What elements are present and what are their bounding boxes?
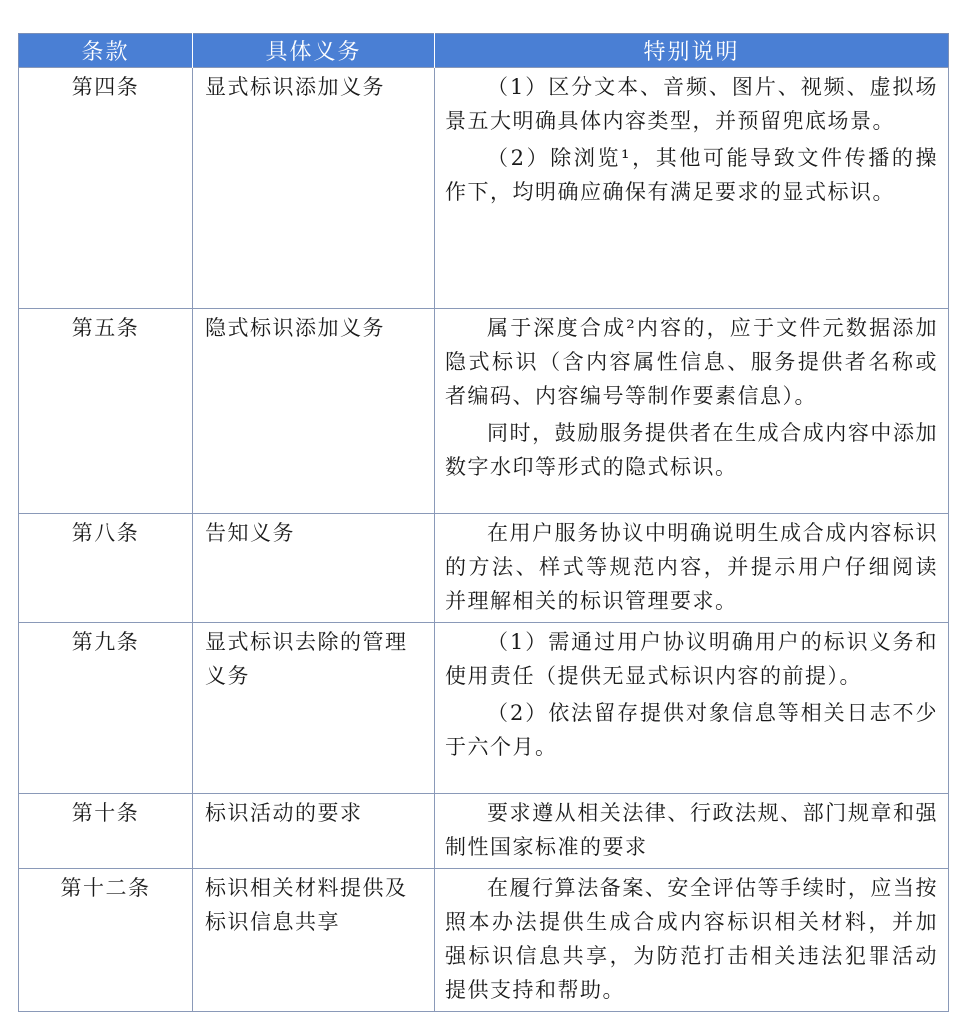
note-paragraph: （1）区分文本、音频、图片、视频、虚拟场景五大明确具体内容类型，并预留兜底场景。 <box>445 75 938 133</box>
duty-cell: 标识活动的要求 <box>193 794 435 869</box>
table-row <box>19 309 949 514</box>
duty-cell: 告知义务 <box>193 514 435 623</box>
note-cell <box>435 68 949 309</box>
clause-cell: 第九条 <box>19 623 193 794</box>
note-cell <box>435 869 949 1012</box>
table-row <box>19 514 949 623</box>
note-paragraph: （1）需通过用户协议明确用户的标识义务和使用责任（提供无显式标识内容的前提）。 <box>445 630 938 688</box>
clause-cell: 第八条 <box>19 514 193 623</box>
note-paragraph: （2）依法留存提供对象信息等相关日志不少于六个月。 <box>445 701 938 759</box>
table-row <box>19 794 949 869</box>
header-row <box>19 34 949 68</box>
note-cell <box>435 514 949 623</box>
clause-cell: 第十条 <box>19 794 193 869</box>
clause-cell: 第五条 <box>19 309 193 514</box>
duty-cell: 标识相关材料提供及标识信息共享 <box>193 869 435 1012</box>
clause-cell: 第四条 <box>19 68 193 309</box>
note-cell <box>435 309 949 514</box>
duty-cell: 隐式标识添加义务 <box>193 309 435 514</box>
note-paragraph: 属于深度合成²内容的，应于文件元数据添加隐式标识（含内容属性信息、服务提供者名称或者编码、内容编号等制作要素信息）。 <box>445 316 938 408</box>
note-paragraph: 在履行算法备案、安全评估等手续时，应当按照本办法提供生成合成内容标识相关材料，并加强标识信息共享，为防范打击相关违法犯罪活动提供支持和帮助。 <box>445 876 938 1002</box>
note-paragraph: 同时，鼓励服务提供者在生成合成内容中添加数字水印等形式的隐式标识。 <box>445 421 938 479</box>
note-paragraph: 要求遵从相关法律、行政法规、部门规章和强制性国家标准的要求 <box>445 801 938 859</box>
duty-cell: 显式标识去除的管理义务 <box>193 623 435 794</box>
table-row <box>19 623 949 794</box>
note-cell <box>435 794 949 869</box>
header-clause: 条款 <box>19 34 193 68</box>
clause-cell: 第十二条 <box>19 869 193 1012</box>
header-duty: 具体义务 <box>193 34 435 68</box>
note-cell <box>435 623 949 794</box>
note-paragraph: （2）除浏览¹，其他可能导致文件传播的操作下，均明确应确保有满足要求的显式标识。 <box>445 146 938 204</box>
header-note: 特别说明 <box>435 34 949 68</box>
note-paragraph: 在用户服务协议中明确说明生成合成内容标识的方法、样式等规范内容，并提示用户仔细阅读并理解相关的标识管理要求。 <box>445 521 938 613</box>
obligations-table <box>18 33 949 1012</box>
table-row <box>19 869 949 1012</box>
duty-cell: 显式标识添加义务 <box>193 68 435 309</box>
table-row <box>19 68 949 309</box>
